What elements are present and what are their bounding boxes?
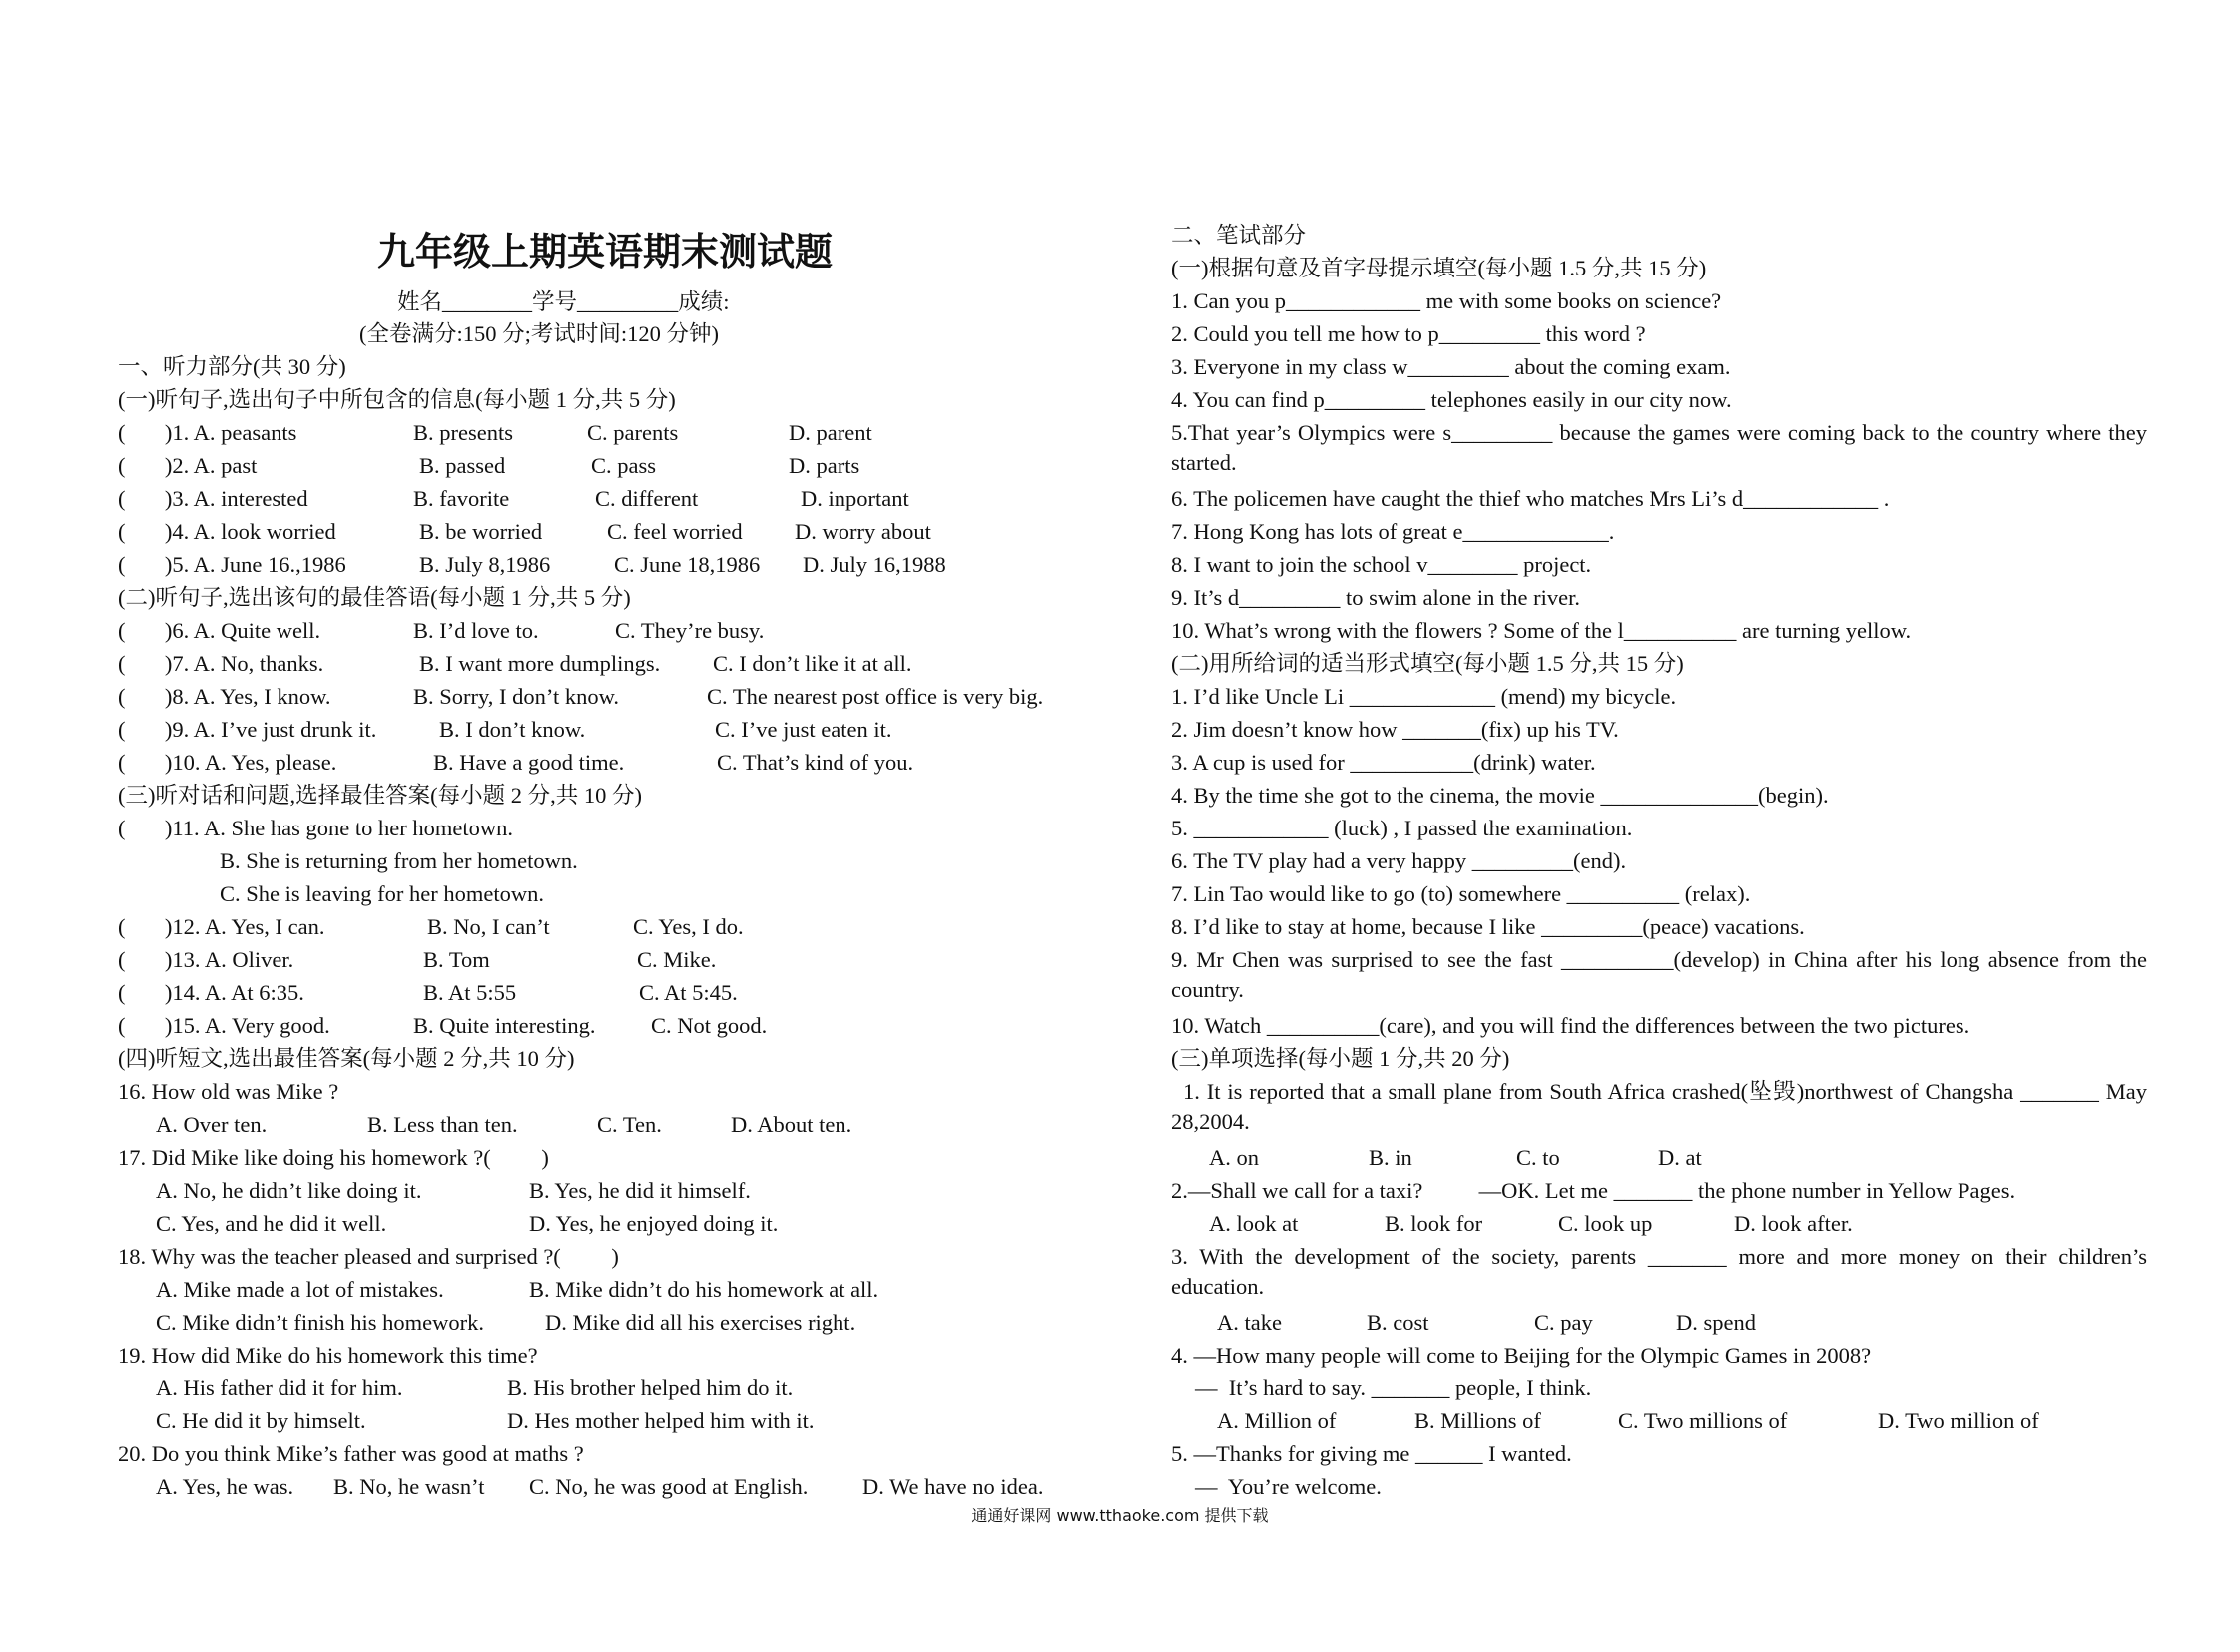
question-option-b: B. Yes, he did it himself. [529, 1178, 751, 1203]
question-option-b: B. I want more dumplings. [419, 651, 661, 676]
section3-heading: (三)单项选择(每小题 1 分,共 20 分) [1171, 1046, 1510, 1071]
choice-5-reply: — You’re welcome. [1195, 1474, 1382, 1499]
question-option-d: D. Hes mother helped him with it. [507, 1408, 815, 1433]
question-option-c: C. different [595, 486, 699, 511]
choice-2-stem: 2.—Shall we call for a taxi? —OK. Let me _______ the phone number in Yellow Pages. [1171, 1178, 2016, 1203]
question-option-b: B. July 8,1986 [419, 552, 551, 577]
question-option-d: D. inportant [801, 486, 909, 511]
choice-4-stem: 4. —How many people will come to Beijing for the Olympic Games in 2008? [1171, 1343, 1872, 1368]
question-option-c: C. feel worried [607, 519, 743, 544]
fill-item: 10. Watch __________(care), and you will find the differences between the two pictures. [1171, 1013, 1970, 1038]
question-option-d: D. Mike did all his exercises right. [545, 1310, 856, 1335]
question-option-a: A. on [1209, 1145, 1259, 1170]
listening-heading: 一、听力部分(共 30 分) [118, 354, 346, 379]
question-19-stem: 19. How did Mike do his homework this time? [118, 1343, 538, 1368]
question-option-b: B. No, he wasn’t [333, 1474, 485, 1499]
question-16-stem: 16. How old was Mike ? [118, 1079, 339, 1104]
fill-item: 9. Mr Chen was surprised to see the fast __________(develop) in China after his long absence from the country. [1171, 947, 2147, 1002]
question-11-option-c: C. She is leaving for her hometown. [220, 881, 544, 906]
question-option-d: D. Two million of [1878, 1408, 2039, 1433]
page-footer: 通通好课网 www.tthaoke.com 提供下载 [971, 1506, 1269, 1525]
question-option-b: B. I’d love to. [413, 618, 539, 643]
fill-item: 8. I’d like to stay at home, because I like _________(peace) vacations. [1171, 914, 1805, 939]
question-11-option-a: ( )11. A. She has gone to her hometown. [118, 816, 513, 840]
choice-5-stem: 5. —Thanks for giving me ______ I wanted. [1171, 1441, 1572, 1466]
question-option-c: C. Mike didn’t finish his homework. [156, 1310, 484, 1335]
question-option-a: ( )15. A. Very good. [118, 1013, 330, 1038]
question-17-stem: 17. Did Mike like doing his homework ?( ) [118, 1145, 549, 1170]
fill-item: 7. Hong Kong has lots of great e_____________. [1171, 519, 1615, 544]
question-option-b: B. passed [419, 453, 506, 478]
fill-item: 10. What’s wrong with the flowers ? Some of the l__________ are turning yellow. [1171, 618, 1912, 643]
question-option-a: ( )3. A. interested [118, 486, 308, 511]
fill-item: 7. Lin Tao would like to go (to) somewhere __________ (relax). [1171, 881, 1751, 906]
fill-item: 2. Jim doesn’t know how _______(fix) up his TV. [1171, 717, 1619, 742]
question-option-b: B. look for [1385, 1211, 1483, 1236]
question-option-c: C. Yes, I do. [633, 914, 744, 939]
question-option-b: B. No, I can’t [427, 914, 550, 939]
part1-heading: (一)听句子,选出句子中所包含的信息(每小题 1 分,共 5 分) [118, 387, 676, 412]
question-option-d: D. look after. [1734, 1211, 1853, 1236]
question-option-a: A. His father did it for him. [156, 1376, 403, 1400]
exam-title: 九年级上期英语期末测试题 [376, 232, 833, 274]
writing-heading: 二、笔试部分 [1171, 223, 1307, 248]
fill-item: 5. ____________ (luck) , I passed the examination. [1171, 816, 1633, 840]
question-option-d: D. About ten. [731, 1112, 852, 1137]
question-option-c: C. look up [1558, 1211, 1653, 1236]
section1-heading: (一)根据句意及首字母提示填空(每小题 1.5 分,共 15 分) [1171, 256, 1707, 280]
question-option-c: C. Yes, and he did it well. [156, 1211, 387, 1236]
exam-note: (全卷满分:150 分;考试时间:120 分钟) [359, 321, 719, 346]
question-option-a: ( )9. A. I’ve just drunk it. [118, 717, 377, 742]
question-option-a: ( )6. A. Quite well. [118, 618, 321, 643]
question-option-a: A. Yes, he was. [156, 1474, 294, 1499]
question-option-c: C. Ten. [597, 1112, 662, 1137]
question-option-c: C. June 18,1986 [614, 552, 761, 577]
question-option-d: D. Yes, he enjoyed doing it. [529, 1211, 779, 1236]
part4-heading: (四)听短文,选出最佳答案(每小题 2 分,共 10 分) [118, 1046, 575, 1071]
fill-item: 5.That year’s Olympics were s_________ because the games were coming back to the country where they started. [1171, 420, 2147, 475]
fill-item: 4. You can find p_________ telephones easily in our city now. [1171, 387, 1732, 412]
question-option-b: B. cost [1367, 1310, 1429, 1335]
question-option-a: ( )10. A. Yes, please. [118, 750, 337, 775]
question-option-c: C. I don’t like it at all. [713, 651, 912, 676]
question-option-c: C. Not good. [651, 1013, 768, 1038]
question-18-stem: 18. Why was the teacher pleased and surprised ?( ) [118, 1244, 619, 1269]
question-option-c: C. At 5:45. [639, 980, 738, 1005]
question-option-c: C. Mike. [637, 947, 717, 972]
question-option-d: D. July 16,1988 [803, 552, 946, 577]
fill-item: 8. I want to join the school v________ project. [1171, 552, 1592, 577]
question-option-b: B. I don’t know. [439, 717, 586, 742]
choice-4-reply: — It’s hard to say. _______ people, I think. [1195, 1376, 1592, 1400]
fill-item: 3. A cup is used for ___________(drink) water. [1171, 750, 1596, 775]
question-option-b: B. His brother helped him do it. [507, 1376, 794, 1400]
question-option-a: ( )8. A. Yes, I know. [118, 684, 331, 709]
section2-heading: (二)用所给词的适当形式填空(每小题 1.5 分,共 15 分) [1171, 651, 1684, 676]
question-option-d: D. parts [789, 453, 860, 478]
question-option-c: C. pay [1534, 1310, 1593, 1335]
question-option-b: B. presents [413, 420, 513, 445]
question-option-a: ( )1. A. peasants [118, 420, 297, 445]
question-option-a: ( )2. A. past [118, 453, 258, 478]
question-option-b: B. At 5:55 [423, 980, 517, 1005]
question-option-c: C. pass [591, 453, 657, 478]
question-option-b: B. be worried [419, 519, 543, 544]
question-option-a: ( )4. A. look worried [118, 519, 336, 544]
question-option-a: ( )7. A. No, thanks. [118, 651, 324, 676]
question-option-a: ( )13. A. Oliver. [118, 947, 294, 972]
fill-item: 1. I’d like Uncle Li _____________ (mend) my bicycle. [1171, 684, 1677, 709]
question-row [118, 1472, 1044, 1652]
question-option-b: B. favorite [413, 486, 510, 511]
fill-item: 6. The TV play had a very happy _________(end). [1171, 848, 1627, 873]
question-option-b: B. in [1369, 1145, 1412, 1170]
part3-heading: (三)听对话和问题,选择最佳答案(每小题 2 分,共 10 分) [118, 783, 642, 808]
question-option-b: B. Mike didn’t do his homework at all. [529, 1277, 879, 1302]
question-option-c: C. parents [587, 420, 679, 445]
fill-item: 2. Could you tell me how to p_________ this word ? [1171, 321, 1646, 346]
question-option-a: ( )5. A. June 16.,1986 [118, 552, 346, 577]
question-20-stem: 20. Do you think Mike’s father was good at maths ? [118, 1441, 584, 1466]
question-option-b: B. Less than ten. [367, 1112, 518, 1137]
fill-item: 6. The policemen have caught the thief who matches Mrs Li’s d____________ . [1171, 486, 1890, 511]
question-option-a: A. Mike made a lot of mistakes. [156, 1277, 444, 1302]
question-option-b: B. Have a good time. [433, 750, 625, 775]
question-option-b: B. Sorry, I don’t know. [413, 684, 620, 709]
question-option-b: B. Tom [423, 947, 490, 972]
question-option-d: D. parent [789, 420, 872, 445]
question-option-a: A. No, he didn’t like doing it. [156, 1178, 422, 1203]
question-option-a: A. take [1217, 1310, 1282, 1335]
question-option-b: B. Millions of [1414, 1408, 1541, 1433]
question-option-c: C. to [1516, 1145, 1560, 1170]
question-option-d: D. worry about [795, 519, 931, 544]
question-option-c: C. The nearest post office is very big. [707, 684, 1044, 709]
question-option-d: D. spend [1676, 1310, 1756, 1335]
question-option-c: C. No, he was good at English. [529, 1474, 809, 1499]
fill-item: 3. Everyone in my class w_________ about the coming exam. [1171, 354, 1731, 379]
student-info-line: 姓名________学号_________成绩: [397, 289, 730, 314]
fill-item: 4. By the time she got to the cinema, the movie ______________(begin). [1171, 783, 1829, 808]
question-option-b: B. Quite interesting. [413, 1013, 596, 1038]
question-option-c: C. That’s kind of you. [717, 750, 914, 775]
choice-1-stem: 1. It is reported that a small plane from South Africa crashed(坠毁)northwest of Changsha _______ May 28,2004. [1171, 1079, 2147, 1134]
question-11-option-b: B. She is returning from her hometown. [220, 848, 578, 873]
fill-item: 9. It’s d_________ to swim alone in the river. [1171, 585, 1580, 610]
part2-heading: (二)听句子,选出该句的最佳答语(每小题 1 分,共 5 分) [118, 585, 631, 610]
fill-item: 1. Can you p____________ me with some books on science? [1171, 288, 1722, 313]
question-option-a: A. look at [1209, 1211, 1299, 1236]
question-option-d: D. at [1658, 1145, 1702, 1170]
question-option-c: C. I’ve just eaten it. [715, 717, 892, 742]
choice-3-stem: 3. With the development of the society, parents _______ more and more money on their children’s education. [1171, 1244, 2147, 1299]
question-option-c: C. They’re busy. [615, 618, 765, 643]
question-option-c: C. He did it by himselt. [156, 1408, 366, 1433]
question-option-a: A. Million of [1217, 1408, 1337, 1433]
question-option-d: D. We have no idea. [862, 1474, 1044, 1499]
question-option-c: C. Two millions of [1618, 1408, 1788, 1433]
question-option-a: ( )14. A. At 6:35. [118, 980, 304, 1005]
question-option-a: A. Over ten. [156, 1112, 268, 1137]
question-option-a: ( )12. A. Yes, I can. [118, 914, 325, 939]
